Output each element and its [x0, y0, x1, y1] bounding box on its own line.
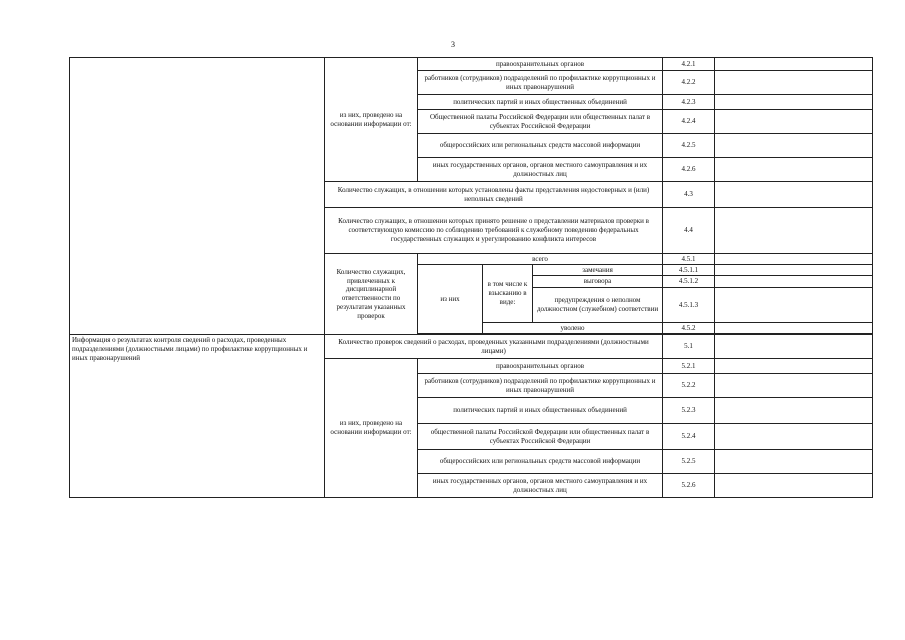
row-code: 5.2.2: [663, 374, 715, 398]
row-label: общероссийских или региональных средств массовой информации: [418, 134, 663, 158]
row-label: политических партий и иных общественных объединений: [418, 398, 663, 424]
row-code: 5.2.5: [663, 450, 715, 474]
table-row: [70, 58, 873, 71]
value-cell[interactable]: [715, 110, 873, 134]
row-label: иных государственных органов, органов местного самоуправления и их должностных лиц: [418, 158, 663, 182]
row-code: 4.5.2: [663, 323, 715, 334]
row-label: правоохранительных органов: [418, 58, 663, 71]
iz-nih-short: из них: [418, 265, 483, 334]
value-cell[interactable]: [715, 276, 873, 288]
disciplinary-label: Количество служащих, привлеченных к дисциплинарной ответственности по результатам указанных проверок: [325, 254, 418, 335]
iz-nih-label-5: из них, проведено на основании информации от:: [325, 359, 418, 498]
value-cell[interactable]: [715, 450, 873, 474]
row-code: 4.2.3: [663, 95, 715, 110]
value-cell[interactable]: [715, 335, 873, 359]
iz-nih-label-4: из них, проведено на основании информации от:: [325, 58, 418, 182]
row-label: Количество служащих, в отношении которых установлены факты представления недостоверных и (или) неполных сведений: [325, 182, 663, 208]
page-number: 3: [451, 40, 455, 49]
row-label: работников (сотрудников) подразделений по профилактике коррупционных и иных правонарушений: [418, 71, 663, 95]
value-cell[interactable]: [715, 254, 873, 265]
value-cell[interactable]: [715, 398, 873, 424]
row-code: 4.2.1: [663, 58, 715, 71]
section5-title: Информация о результатах контроля сведений о расходах, проведенных подразделениями (должностными лицами) по профилактике коррупционных и иных правонарушений: [70, 335, 325, 498]
value-cell[interactable]: [715, 374, 873, 398]
row-label: Количество проверок сведений о расходах, проведенных указанными подразделениями (должностными лицами): [325, 335, 663, 359]
row-code: 4.5.1.2: [663, 276, 715, 288]
row-code: 5.2.3: [663, 398, 715, 424]
value-cell[interactable]: [715, 208, 873, 254]
row-code: 4.2.6: [663, 158, 715, 182]
row-label: уволено: [483, 323, 663, 334]
row-label: всего: [418, 254, 663, 265]
value-cell[interactable]: [715, 288, 873, 323]
value-cell[interactable]: [715, 474, 873, 498]
value-cell[interactable]: [715, 134, 873, 158]
row-label: правоохранительных органов: [418, 359, 663, 374]
table-row: [70, 335, 873, 359]
section4-left-blank: [70, 58, 325, 335]
value-cell[interactable]: [715, 158, 873, 182]
penalty-kind-label: в том числе к взысканию в виде:: [483, 265, 533, 323]
value-cell[interactable]: [715, 359, 873, 374]
value-cell[interactable]: [715, 95, 873, 110]
row-code: 4.2.4: [663, 110, 715, 134]
value-cell[interactable]: [715, 424, 873, 450]
row-code: 4.4: [663, 208, 715, 254]
row-label: общественной палаты Российской Федерации или общественных палат в субъектах Российской Федерации: [418, 424, 663, 450]
row-label: иных государственных органов, органов местного самоуправления и их должностных лиц: [418, 474, 663, 498]
report-form-table: [69, 57, 873, 498]
row-code: 5.2.1: [663, 359, 715, 374]
row-label: выговора: [533, 276, 663, 288]
value-cell[interactable]: [715, 182, 873, 208]
row-label: работников (сотрудников) подразделений по профилактике коррупционных и иных правонарушений: [418, 374, 663, 398]
row-code: 4.5.1.1: [663, 265, 715, 276]
row-label: общероссийских или региональных средств массовой информации: [418, 450, 663, 474]
row-label: предупреждения о неполном должностном (служебном) соответствии: [533, 288, 663, 323]
value-cell[interactable]: [715, 265, 873, 276]
value-cell[interactable]: [715, 323, 873, 334]
row-code: 4.5.1.3: [663, 288, 715, 323]
value-cell[interactable]: [715, 71, 873, 95]
row-code: 5.2.4: [663, 424, 715, 450]
row-code: 4.3: [663, 182, 715, 208]
row-label: Количество служащих, в отношении которых принято решение о представлении материалов проверки в соответствующую комиссию по соблюдению требований к служебному поведению федеральных государственных служащих и урегулированию конфликта интересов: [325, 208, 663, 254]
row-label: Общественной палаты Российской Федерации или общественных палат в субъектах Российской Федерации: [418, 110, 663, 134]
row-label: замечания: [533, 265, 663, 276]
row-code: 4.5.1: [663, 254, 715, 265]
value-cell[interactable]: [715, 58, 873, 71]
row-code: 5.1: [663, 335, 715, 359]
row-code: 5.2.6: [663, 474, 715, 498]
row-label: политических партий и иных общественных объединений: [418, 95, 663, 110]
row-code: 4.2.2: [663, 71, 715, 95]
row-code: 4.2.5: [663, 134, 715, 158]
